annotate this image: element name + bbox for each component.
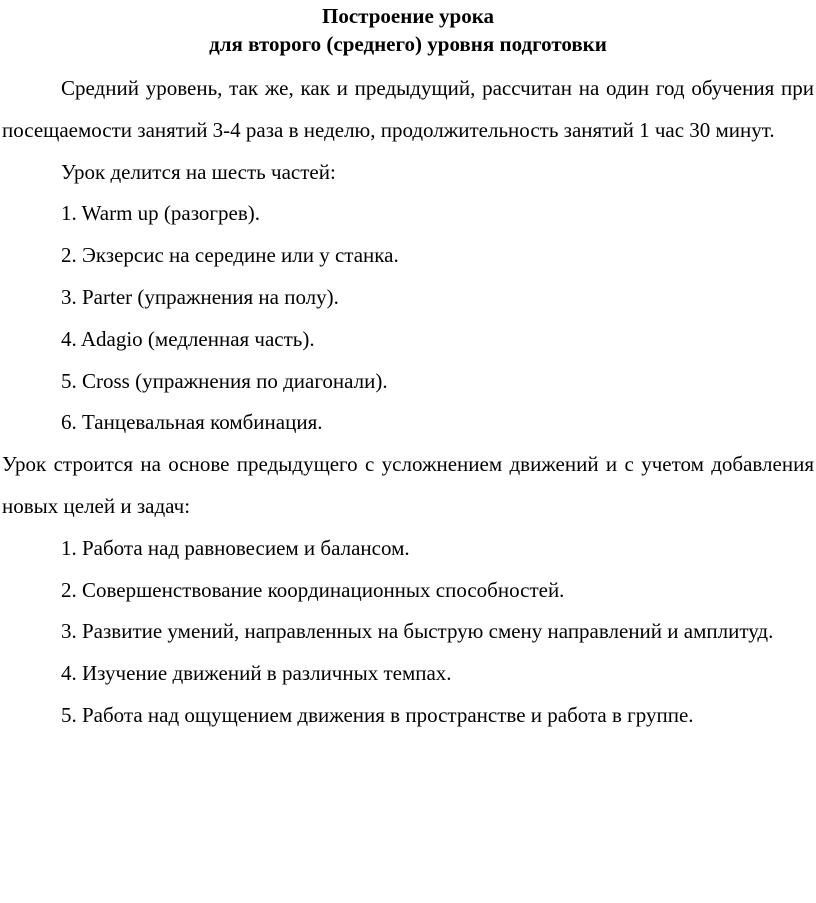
intro-paragraph: Средний уровень, так же, как и предыдущий, рассчитан на один год обучения при посещаемости занятий 3-4 раза в неделю, продолжительность занятий 1 час 30 минут. <box>2 76 814 142</box>
list-item: 6. Танцевальная комбинация. <box>61 410 323 435</box>
list-item: 2. Совершенствование координационных способностей. <box>61 577 565 602</box>
list-item: 5. Cross (упражнения по диагонали). <box>61 368 388 393</box>
parts-heading: Урок делится на шесть частей: <box>61 159 336 184</box>
document-body <box>2 68 814 737</box>
list-item: 2. Экзерсис на середине или у станка. <box>61 243 399 268</box>
list-item: 4. Изучение движений в различных темпах. <box>61 661 452 686</box>
title-line-2: для второго (среднего) уровня подготовки <box>209 32 607 56</box>
title-line-1: Построение урока <box>322 4 494 28</box>
goals-intro-paragraph: Урок строится на основе предыдущего с усложнением движений и с учетом добавления новых целей и задач: <box>2 452 814 518</box>
list-item: 1. Работа над равновесием и балансом. <box>61 535 410 560</box>
list-item: 5. Работа над ощущением движения в пространстве и работа в группе. <box>61 702 694 727</box>
list-item: 1. Warm up (разогрев). <box>61 201 260 226</box>
list-item: 4. Adagio (медленная часть). <box>61 326 315 351</box>
list-item: 3. Parter (упражнения на полу). <box>61 284 339 309</box>
list-item: 3. Развитие умений, направленных на быструю смену направлений и амплитуд. <box>61 619 774 644</box>
document-title <box>2 2 814 58</box>
